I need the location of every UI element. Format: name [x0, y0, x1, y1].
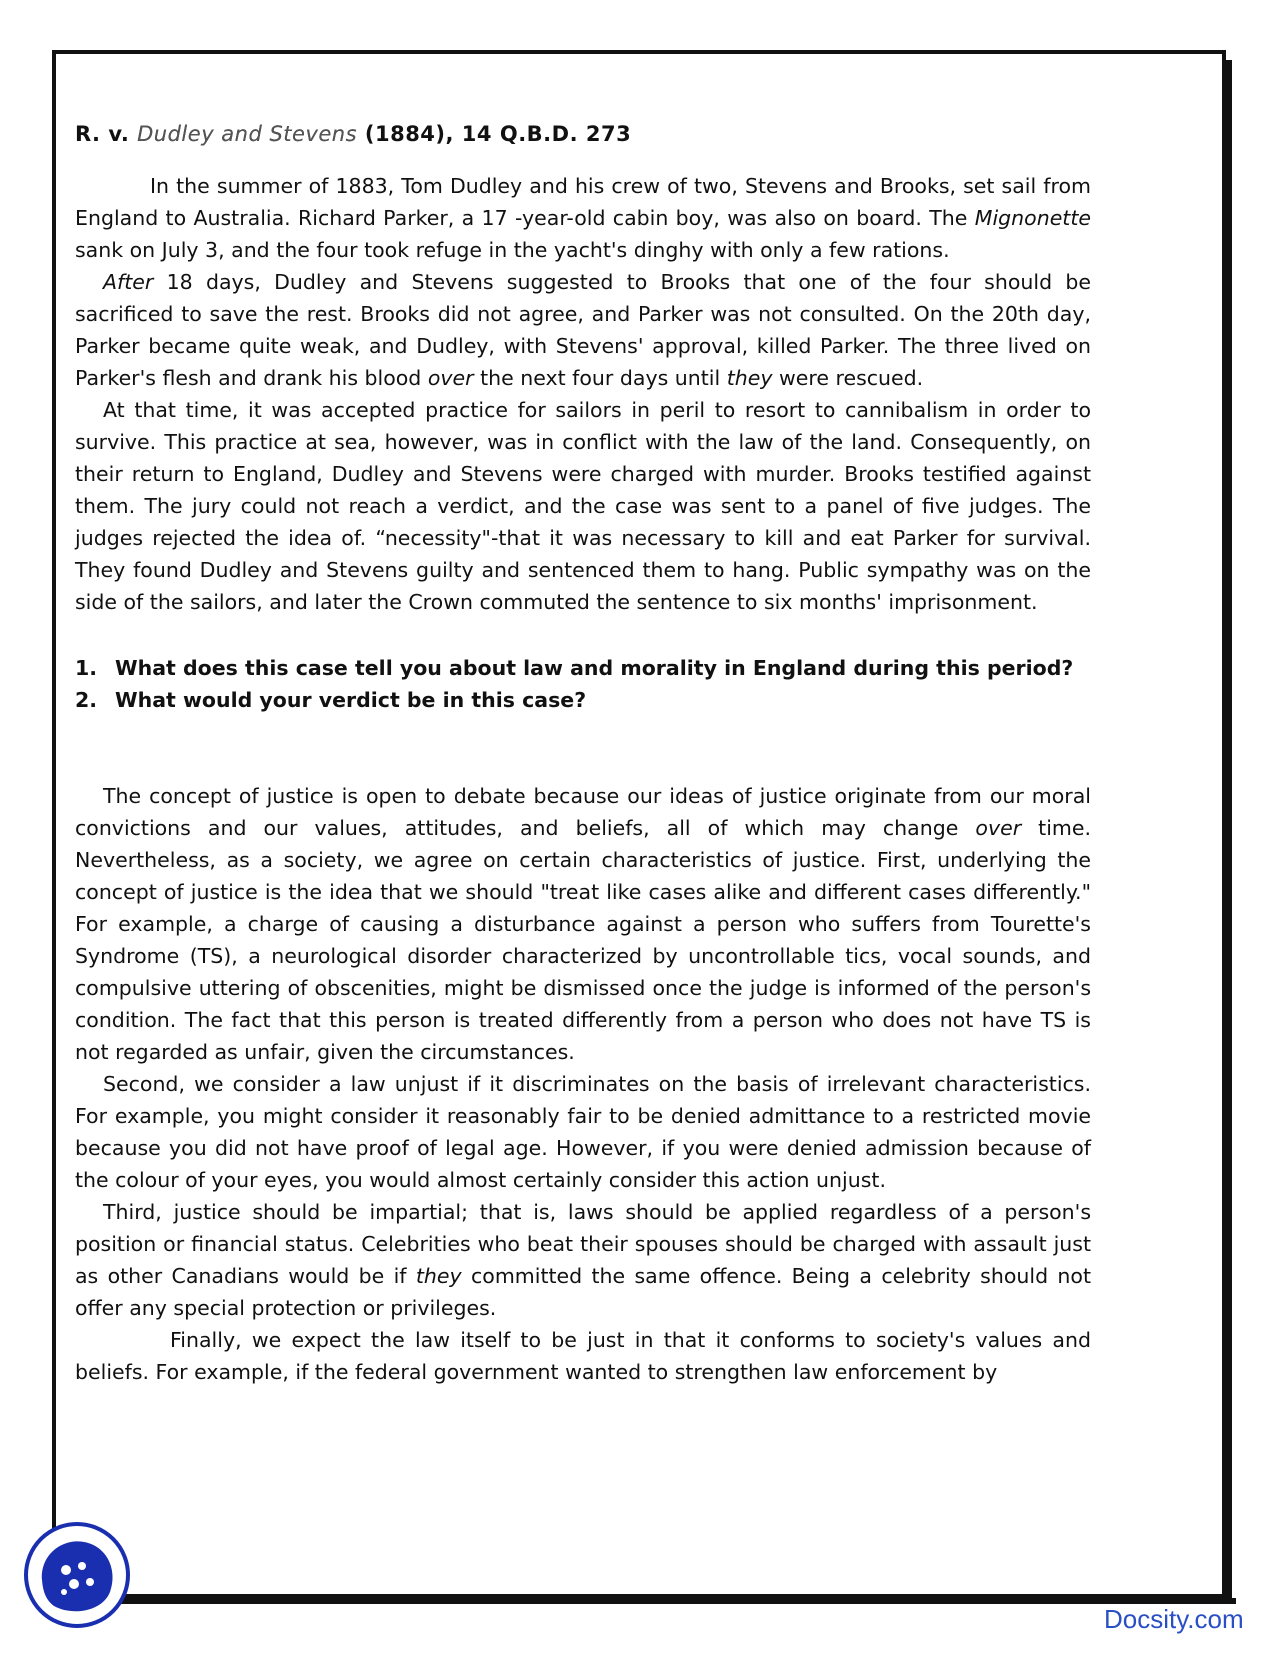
case-title-citation: (1884), 14 Q.B.D. 273	[364, 122, 632, 146]
p6-text-b: committed the same offence. Being a celebrity should not offer any special protection or privileges.	[75, 1264, 1091, 1320]
p2-text-c: were rescued.	[772, 366, 924, 390]
question-list	[75, 652, 1091, 716]
question-number: 2.	[75, 688, 98, 712]
p2-over: over	[427, 366, 474, 390]
question-number: 1.	[75, 656, 98, 680]
case-title-prefix: R. v.	[75, 122, 130, 146]
question-text: What would your verdict be in this case?	[115, 688, 587, 712]
question-text: What does this case tell you about law and morality in England during this period?	[115, 656, 1074, 680]
p2-text-b: the next four days until	[473, 366, 727, 390]
paragraph-3: At that time, it was accepted practice for sailors in peril to resort to cannibalism in order to survive. This practice at sea, however, was in conflict with the law of the land. Consequently, on their return to England, Dudley and Stevens were charged with murder. Brooks testified against them. The jury could not reach a verdict, and the case was sent to a panel of five judges. The judges rejected the idea of. “necessity"-that it was necessary to kill and eat Parker for survival. They found Dudley and Stevens guilty and sentenced them to hang. Public sympathy was on the side of the sailors, and later the Crown commuted the sentence to six months' imprisonment.	[75, 398, 1091, 614]
page-border-shadow	[62, 1598, 1236, 1604]
p2-text-a: 18 days, Dudley and Stevens suggested to Brooks that one of the four should be sacrificed to save the rest. Brooks did not agree, and Parker was not consulted. On the 20th day, Parker became quite weak, and Dudley, with Stevens' approval, killed Parker. The three lived on Parker's flesh and drank his blood	[75, 270, 1091, 390]
p6-text-a: Third, justice should be impartial; that is, laws should be applied regardless of a person's position or financial status. Celebrities who beat their spouses should be charged with assault just as other Canadians would be if	[75, 1200, 1091, 1288]
p6-they: they	[415, 1264, 462, 1288]
p2-after: After	[103, 270, 154, 294]
paragraph-4	[75, 780, 1091, 1068]
docsity-logo-icon	[22, 1520, 132, 1630]
ship-name: Mignonette	[974, 206, 1091, 230]
paragraph-1	[75, 170, 1091, 266]
p4-text-b: time. Nevertheless, as a society, we agree on certain characteristics of justice. First, underlying the concept of justice is the idea that we should "treat like cases alike and different cases differently." For example, a charge of causing a disturbance against a person who suffers from Tourette's Syndrome (TS), a neurological disorder characterized by uncontrollable tics, vocal sounds, and compulsive uttering of obscenities, might be dismissed once the judge is informed of the person's condition. The fact that this person is treated differently from a person who does not have TS is not regarded as unfair, given the circumstances.	[75, 816, 1091, 1064]
p2-they: they	[726, 366, 773, 390]
document-body	[75, 118, 1091, 1388]
case-title-name: Dudley and Stevens	[137, 122, 358, 146]
question-item	[75, 684, 1091, 716]
p1-text-b: sank on July 3, and the four took refuge in the yacht's dinghy with only a few rations.	[75, 238, 950, 262]
paragraph-2	[75, 266, 1091, 394]
p1-text-a: In the summer of 1883, Tom Dudley and his crew of two, Stevens and Brooks, set sail from England to Australia. Richard Parker, a 17 -year-old cabin boy, was also on board. The	[75, 174, 1091, 230]
page-border-shadow-right	[1226, 60, 1232, 1604]
paragraph-7: Finally, we expect the law itself to be just in that it conforms to society's values and beliefs. For example, if the federal government wanted to strengthen law enforcement by	[75, 1328, 1091, 1384]
paragraph-6	[75, 1196, 1091, 1324]
p4-text-a: The concept of justice is open to debate because our ideas of justice originate from our moral convictions and our values, attitudes, and beliefs, all of which may change	[75, 784, 1091, 840]
paragraph-5: Second, we consider a law unjust if it discriminates on the basis of irrelevant characteristics. For example, you might consider it reasonably fair to be denied admittance to a restricted movie because you did not have proof of legal age. However, if you were denied admission because of the colour of your eyes, you would almost certainly consider this action unjust.	[75, 1072, 1091, 1192]
docsity-watermark: Docsity.com	[1104, 1604, 1244, 1634]
case-title	[75, 118, 1091, 150]
p4-over: over	[975, 816, 1022, 840]
question-item	[75, 652, 1091, 684]
